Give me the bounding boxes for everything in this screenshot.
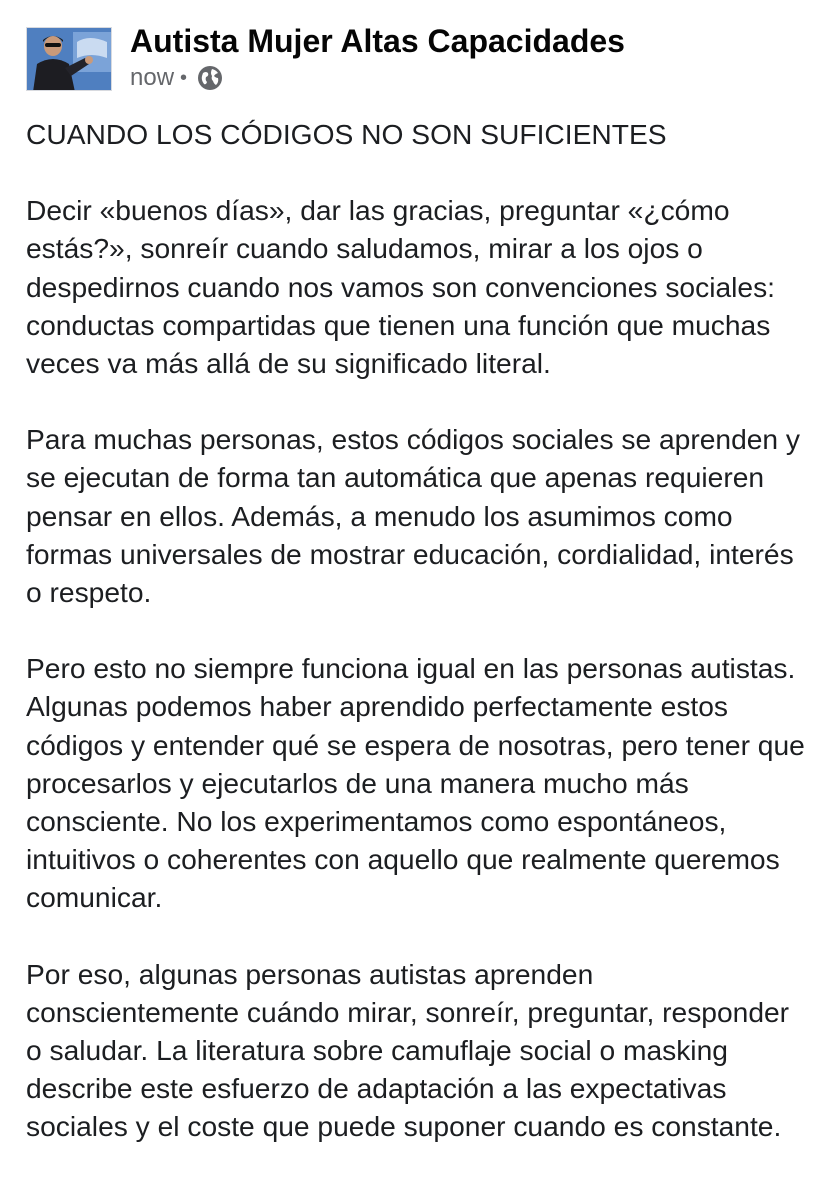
- post-paragraph: Para muchas personas, estos códigos sociales se aprenden y se ejecutan de forma tan automática que apenas requieren pensar en ellos. Además, a menudo los asumimos como formas universales de mostrar educación, cordialidad, interés o respeto.: [26, 423, 801, 609]
- post-body: [26, 115, 806, 1184]
- post-header: [26, 25, 806, 95]
- avatar-photo: [27, 28, 112, 91]
- post-timestamp[interactable]: now: [130, 64, 175, 91]
- meta-separator: •: [180, 66, 188, 89]
- post-paragraph: Decir «buenos días», dar las gracias, preguntar «¿cómo estás?», sonreír cuando saludamos, mirar a los ojos o despedirnos cuando nos vamos son convenciones sociales: conductas compartidas que tienen una función que muchas veces va más allá de su significado literal.: [26, 194, 775, 380]
- post-title: CUANDO LOS CÓDIGOS NO SON SUFICIENTES: [26, 118, 667, 150]
- author-avatar[interactable]: [26, 27, 112, 91]
- post-paragraph: Por eso, algunas personas autistas aprenden conscientemente cuándo mirar, sonreír, preguntar, responder o saludar. La literatura sobre camuflaje social o masking describe este esfuerzo de adaptación a las expectativas sociales y el coste que puede suponer cuando es constante.: [26, 957, 790, 1143]
- post-paragraph: Pero esto no siempre funciona igual en las personas autistas. Algunas podemos haber aprendido perfectamente estos códigos y entender qué se espera de nosotras, pero tener que procesarlos y ejecutarlos de una manera mucho más consciente. No los experimentamos como espontáneos, intuitivos o coherentes con aquello que realmente queremos comunicar.: [26, 652, 805, 914]
- author-name[interactable]: Autista Mujer Altas Capacidades: [130, 23, 625, 59]
- globe-icon[interactable]: [197, 65, 223, 91]
- post-meta: [130, 63, 223, 93]
